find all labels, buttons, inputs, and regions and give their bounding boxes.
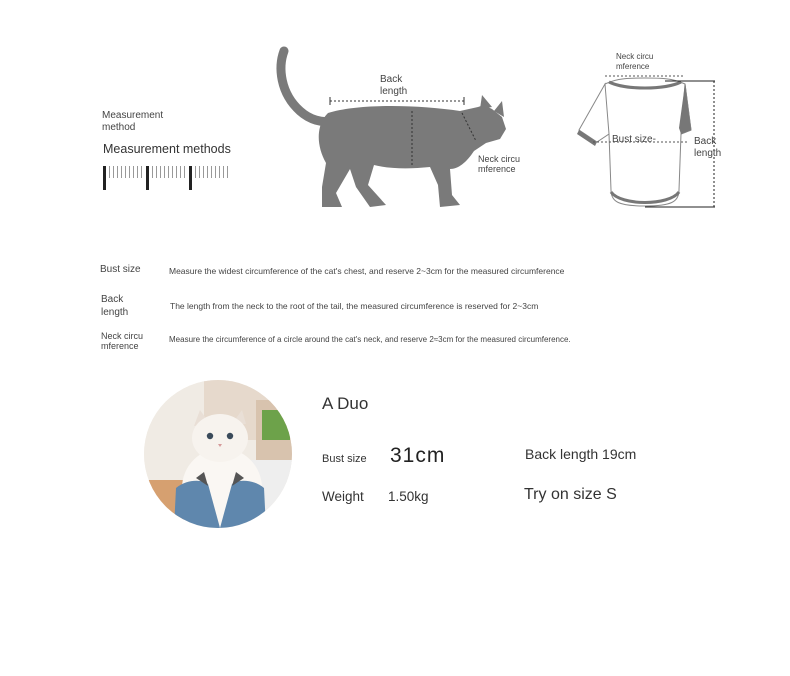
- measurement-method-label: Measurement method: [102, 110, 164, 133]
- definition-text-back-length: The length from the neck to the root of the tail, the measured circumference is reserved for 2~3cm: [170, 301, 539, 311]
- ruler-icon: [103, 166, 233, 192]
- definition-term-back-length: Back length: [101, 294, 129, 318]
- cat-bust-label: Bust size: [378, 180, 423, 192]
- shirt-back-length-label: Back length: [694, 136, 722, 159]
- bust-size-label: Bust size: [322, 453, 367, 465]
- back-length-value: Back length 19cm: [525, 446, 637, 462]
- cat-photo-illustration: [144, 380, 292, 528]
- cat-photo: [144, 380, 292, 528]
- bust-size-value: 31cm: [390, 444, 446, 467]
- definition-text-neck: Measure the circumference of a circle around the cat's neck, and reserve 2≈3cm for the measured circumference.: [169, 335, 571, 344]
- weight-value: 1.50kg: [388, 489, 429, 504]
- shirt-bust-label: Bust size-: [612, 134, 656, 145]
- cat-neck-label: Neck circu mference: [478, 154, 521, 174]
- profile-name: A Duo: [322, 394, 369, 413]
- definition-term-bust: Bust size: [100, 264, 141, 275]
- weight-label: Weight: [322, 489, 364, 504]
- definition-term-neck: Neck circu mference: [101, 331, 144, 351]
- cat-back-length-label: Back length: [380, 74, 408, 97]
- try-on-size: Try on size S: [524, 486, 617, 503]
- shirt-neck-label: Neck circu mference: [616, 52, 654, 71]
- definition-text-bust: Measure the widest circumference of the cat's chest, and reserve 2~3cm for the measured circumference: [169, 266, 565, 276]
- measurement-methods-title: Measurement methods: [103, 142, 231, 156]
